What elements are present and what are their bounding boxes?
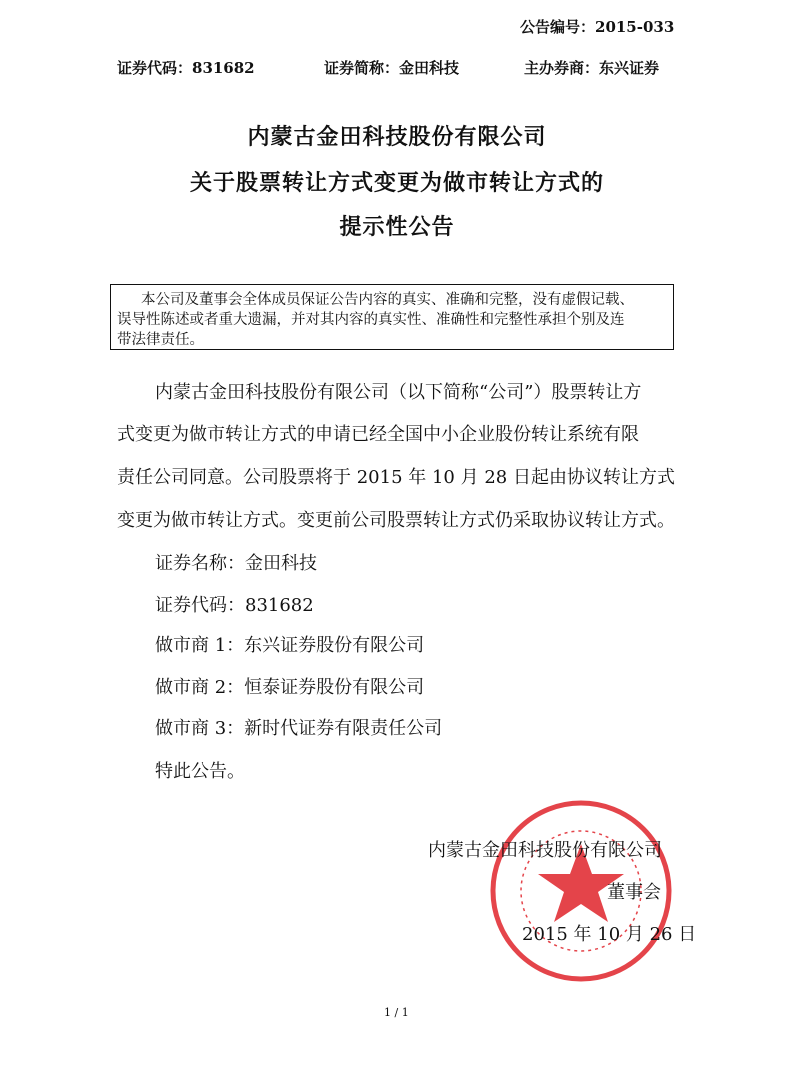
disclaimer-line-2: 误导性陈述或者重大遗漏，并对其内容的真实性、准确性和完整性承担个别及连: [117, 312, 625, 328]
signature-board: 董事会: [607, 882, 661, 903]
market-maker-2-line: 做市商 2：恒泰证券股份有限公司: [155, 677, 425, 698]
market-maker-1-line: 做市商 1：东兴证券股份有限公司: [155, 635, 425, 656]
disclaimer-line-1: 本公司及董事会全体成员保证公告内容的真实、准确和完整，没有虚假记载、: [141, 292, 634, 308]
body-paragraph-line-1: 内蒙古金田科技股份有限公司（以下简称“公司”）股票转让方: [155, 382, 642, 403]
title-subject: 关于股票转让方式变更为做市转让方式的: [189, 170, 604, 196]
disclaimer-box: [110, 284, 674, 350]
disclaimer-line-3: 带法律责任。: [117, 332, 204, 348]
security-code-line: 证券代码：831682: [155, 595, 314, 616]
sponsor-broker-header: 主办券商：东兴证券: [524, 59, 660, 77]
signature-date: 2015 年 10 月 26 日: [522, 924, 697, 945]
announcement-number: 公告编号：2015-033: [520, 18, 675, 36]
security-name-line: 证券名称：金田科技: [155, 553, 317, 574]
page-number: 1 / 1: [384, 1006, 409, 1019]
market-maker-3-line: 做市商 3：新时代证券有限责任公司: [155, 718, 443, 739]
closing-remark: 特此公告。: [155, 761, 245, 782]
signature-company: 内蒙古金田科技股份有限公司: [428, 840, 662, 861]
security-short-name-header: 证券简称：金田科技: [324, 59, 460, 77]
body-paragraph-line-2: 式变更为做市转让方式的申请已经全国中小企业股份转让系统有限: [117, 424, 639, 445]
body-paragraph-line-3: 责任公司同意。公司股票将于 2015 年 10 月 28 日起由协议转让方式: [117, 467, 675, 488]
body-paragraph-line-4: 变更为做市转让方式。变更前公司股票转让方式仍采取协议转让方式。: [117, 510, 675, 531]
title-company: 内蒙古金田科技股份有限公司: [247, 124, 547, 150]
title-notice: 提示性公告: [339, 214, 455, 240]
security-code-header: 证券代码：831682: [117, 59, 255, 77]
